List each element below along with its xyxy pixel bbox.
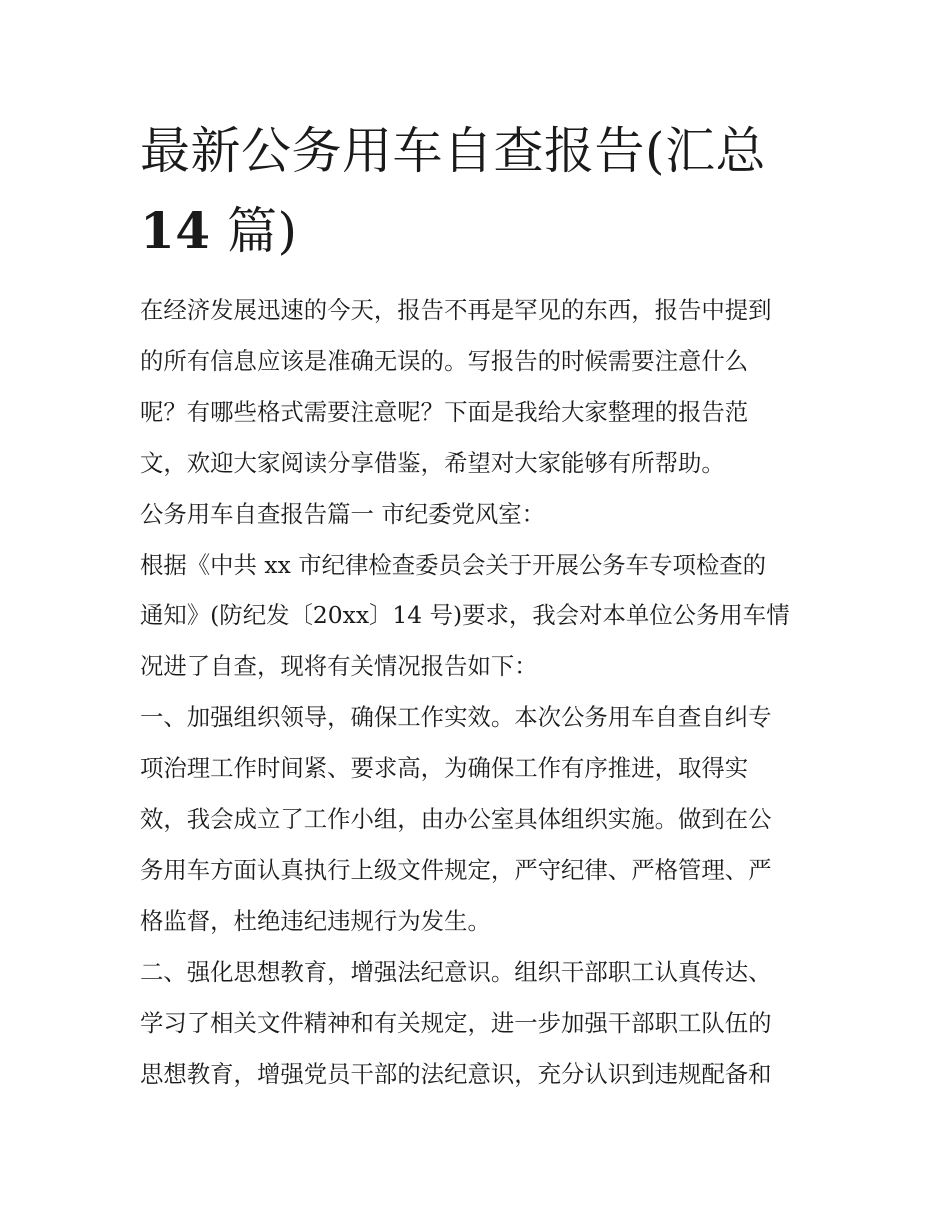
paragraph-line: 文，欢迎大家阅读分享借鉴，希望对大家能够有所帮助。	[140, 448, 725, 477]
paragraph-line: 况进了自查，现将有关情况报告如下：	[140, 652, 538, 681]
paragraph-line: 的所有信息应该是准确无误的。写报告的时候需要注意什么	[140, 346, 749, 375]
paragraph-line: 学习了相关文件精神和有关规定，进一步加强干部职工队伍的	[140, 1008, 772, 1037]
paragraph-line: 格监督，杜绝违纪违规行为发生。	[140, 906, 491, 935]
paragraph-line: 思想教育，增强党员干部的法纪意识，充分认识到违规配备和	[140, 1059, 772, 1088]
intro-paragraph	[140, 285, 812, 489]
document-body	[140, 112, 812, 1100]
paragraph-line: 项治理工作时间紧、要求高，为确保工作有序推进，取得实	[140, 754, 749, 783]
paragraph-line: 在经济发展迅速的今天，报告不再是罕见的东西，报告中提到	[140, 296, 772, 324]
title-line-2	[140, 191, 812, 271]
title-suffix: 篇)	[210, 202, 298, 260]
point-one-paragraph	[140, 692, 812, 947]
paragraph-line: 一、加强组织领导，确保工作实效。本次公务用车自查自纠专	[140, 703, 772, 732]
paragraph-line: 根据《中共 xx 市纪律检查委员会关于开展公务车专项检查的	[140, 550, 767, 579]
point-two-paragraph	[140, 947, 812, 1100]
paragraph-line: 二、强化思想教育，增强法纪意识。组织干部职工认真传达、	[140, 957, 772, 986]
paragraph-line: 公务用车自查报告篇一 市纪委党风室：	[140, 499, 546, 528]
paragraph-line: 效，我会成立了工作小组，由办公室具体组织实施。做到在公	[140, 805, 772, 834]
paragraph-line: 通知》(防纪发〔20xx〕14 号)要求，我会对本单位公务用车情	[140, 601, 790, 630]
title-number: 14	[140, 201, 211, 260]
basis-paragraph	[140, 540, 812, 693]
title-line-1: 最新公务用车自查报告(汇总	[140, 122, 767, 180]
document-title	[140, 112, 812, 271]
section-heading-paragraph	[140, 489, 812, 540]
paragraph-line: 呢？有哪些格式需要注意呢？下面是我给大家整理的报告范	[140, 397, 749, 426]
paragraph-line: 务用车方面认真执行上级文件规定，严守纪律、严格管理、严	[140, 855, 772, 884]
